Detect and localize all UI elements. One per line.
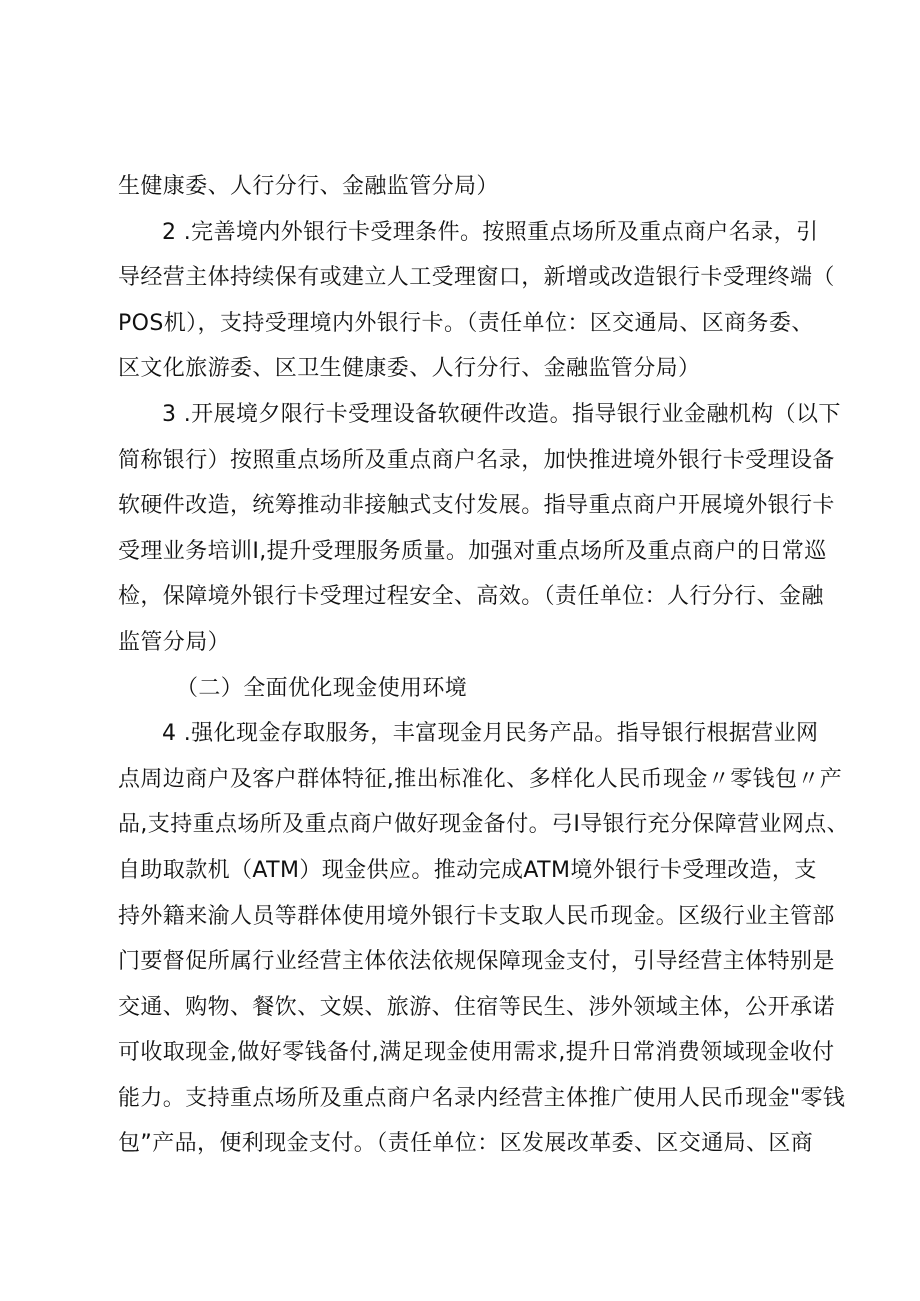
text-line: 受理业务培训I,提升受理服务质量。加强对重点场所及重点商户的日常巡 (118, 538, 827, 564)
text-line: 导经营主体持续保有或建立人工受理窗口，新增或改造银行卡受理终端（ (118, 265, 835, 291)
text-line: 2 .完善境内外银行卡受理条件。按照重点场所及重点商户名录，引 (162, 219, 819, 245)
text-line: 品,支持重点场所及重点商户做好现金备付。弓I导银行充分保障营业网点、 (118, 812, 850, 838)
text-line: 自助取款机（ATM）现金供应。推动完成ATM境外银行卡受理改造，支 (118, 857, 817, 883)
document-body (118, 164, 850, 1167)
text-line: 门要督促所属行业经营主体依法依规保障现金支付，引导经营主体特别是 (118, 949, 835, 975)
text-line: 持外籍来渝人员等群体使用境外银行卡支取人民币现金。区级行业主管部 (118, 903, 835, 929)
section-heading: （二）全面优化现金使用环境 (176, 675, 468, 701)
text-line: 软硬件改造，统筹推动非接触式支付发展。指导重点商户开展境外银行卡 (118, 493, 835, 519)
text-line: 检，保障境外银行卡受理过程安全、高效。（责任单位：人行分行、金融 (118, 584, 824, 610)
text-line: 区文化旅游委、区卫生健康委、人行分行、金融监管分局） (118, 356, 701, 382)
text-line: 可收取现金,做好零钱备付,满足现金使用需求,提升日常消费领域现金收付 (118, 1040, 835, 1066)
text-line: POS机），支持受理境内外银行卡。（责任单位：区交通局、区商务委、 (118, 310, 814, 336)
text-line: 简称银行）按照重点场所及重点商户名录，加快推进境外银行卡受理设备 (118, 447, 835, 473)
text-line: 3 .开展境夕限行卡受理设备软硬件改造。指导银行业金融机构（以下 (162, 401, 841, 427)
text-line: 4 .强化现金存取服务，丰富现金月民务产品。指导银行根据营业网 (162, 721, 819, 747)
text-line: 监管分局） (118, 629, 231, 655)
text-line: 包”产品，便利现金支付。（责任单位：区发展改革委、区交通局、区商 (118, 1131, 814, 1157)
text-line: 交通、购物、餐饮、文娱、旅游、住宿等民生、涉外领域主体，公开承诺 (118, 994, 835, 1020)
text-line: 生健康委、人行分行、金融监管分局） (118, 174, 499, 199)
text-line: 点周边商户及客户群体特征,推出标准化、多样化人民币现金〃零钱包〃产 (118, 766, 843, 792)
text-line: 能力。支持重点场所及重点商户名录内经营主体推广使用人民币现金"零钱 (118, 1085, 846, 1111)
